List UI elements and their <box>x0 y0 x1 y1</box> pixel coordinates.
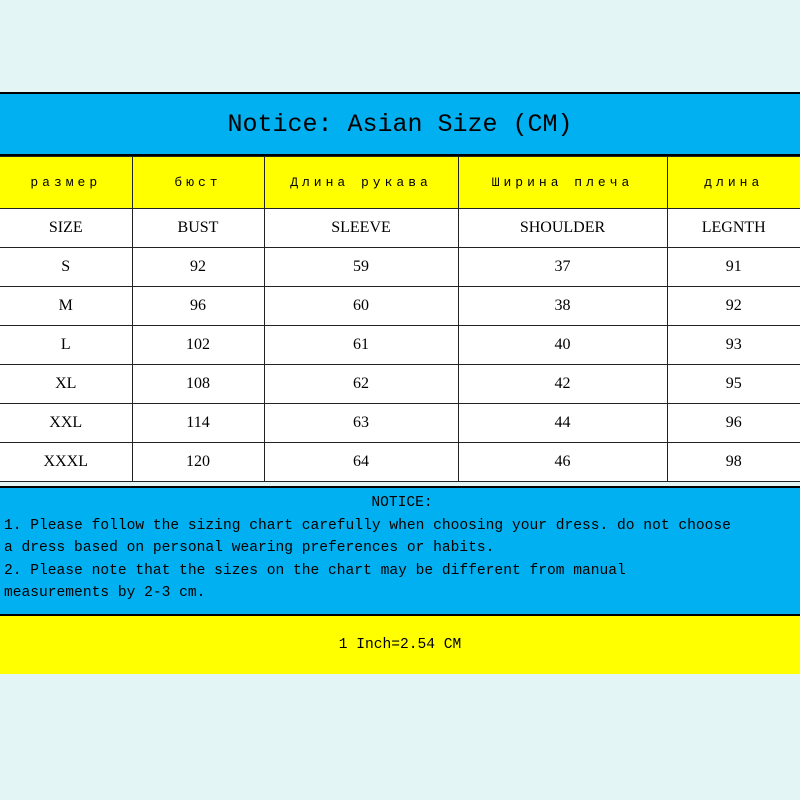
chart-title: Notice: Asian Size (CM) <box>0 94 800 156</box>
inch-conversion: 1 Inch=2.54 CM <box>0 616 800 674</box>
header-ru-sleeve: Длина рукава <box>264 157 458 209</box>
cell-sleeve: 62 <box>264 365 458 404</box>
notice-line: 2. Please note that the sizes on the chart may be different from manual <box>4 562 626 579</box>
cell-shoulder: 40 <box>458 326 667 365</box>
cell-shoulder: 42 <box>458 365 667 404</box>
cell-sleeve: 64 <box>264 443 458 482</box>
size-chart <box>0 92 800 674</box>
header-ru-size: размер <box>0 157 132 209</box>
header-shoulder: SHOULDER <box>458 209 667 248</box>
header-sleeve: SLEEVE <box>264 209 458 248</box>
cell-size: L <box>0 326 132 365</box>
header-ru-shoulder: Ширина плеча <box>458 157 667 209</box>
cell-size: XXL <box>0 404 132 443</box>
table-row <box>0 287 800 326</box>
header-bust: BUST <box>132 209 264 248</box>
cell-shoulder: 46 <box>458 443 667 482</box>
cell-length: 96 <box>667 404 800 443</box>
russian-header-row <box>0 157 800 209</box>
notice-line: 1. Please follow the sizing chart carefully when choosing your dress. do not choose <box>4 517 731 534</box>
cell-bust: 108 <box>132 365 264 404</box>
table-row <box>0 365 800 404</box>
cell-sleeve: 61 <box>264 326 458 365</box>
cell-bust: 96 <box>132 287 264 326</box>
table-row <box>0 443 800 482</box>
notice-line: measurements by 2-3 cm. <box>4 585 206 601</box>
cell-size: XL <box>0 365 132 404</box>
cell-bust: 120 <box>132 443 264 482</box>
header-length: LEGNTH <box>667 209 800 248</box>
cell-size: S <box>0 248 132 287</box>
header-ru-bust: бюст <box>132 157 264 209</box>
table-row <box>0 404 800 443</box>
table-row <box>0 326 800 365</box>
notice-box <box>0 486 800 616</box>
cell-length: 95 <box>667 365 800 404</box>
cell-sleeve: 59 <box>264 248 458 287</box>
cell-sleeve: 63 <box>264 404 458 443</box>
english-header-row <box>0 209 800 248</box>
notice-title: NOTICE: <box>371 495 433 511</box>
cell-sleeve: 60 <box>264 287 458 326</box>
notice-line: a dress based on personal wearing preferences or habits. <box>4 540 495 556</box>
cell-shoulder: 37 <box>458 248 667 287</box>
cell-shoulder: 38 <box>458 287 667 326</box>
cell-size: M <box>0 287 132 326</box>
header-ru-length: длина <box>667 157 800 209</box>
cell-length: 92 <box>667 287 800 326</box>
cell-length: 98 <box>667 443 800 482</box>
cell-bust: 92 <box>132 248 264 287</box>
cell-size: XXXL <box>0 443 132 482</box>
table-row <box>0 248 800 287</box>
cell-length: 91 <box>667 248 800 287</box>
cell-length: 93 <box>667 326 800 365</box>
size-table <box>0 156 800 482</box>
cell-shoulder: 44 <box>458 404 667 443</box>
cell-bust: 102 <box>132 326 264 365</box>
cell-bust: 114 <box>132 404 264 443</box>
header-size: SIZE <box>0 209 132 248</box>
